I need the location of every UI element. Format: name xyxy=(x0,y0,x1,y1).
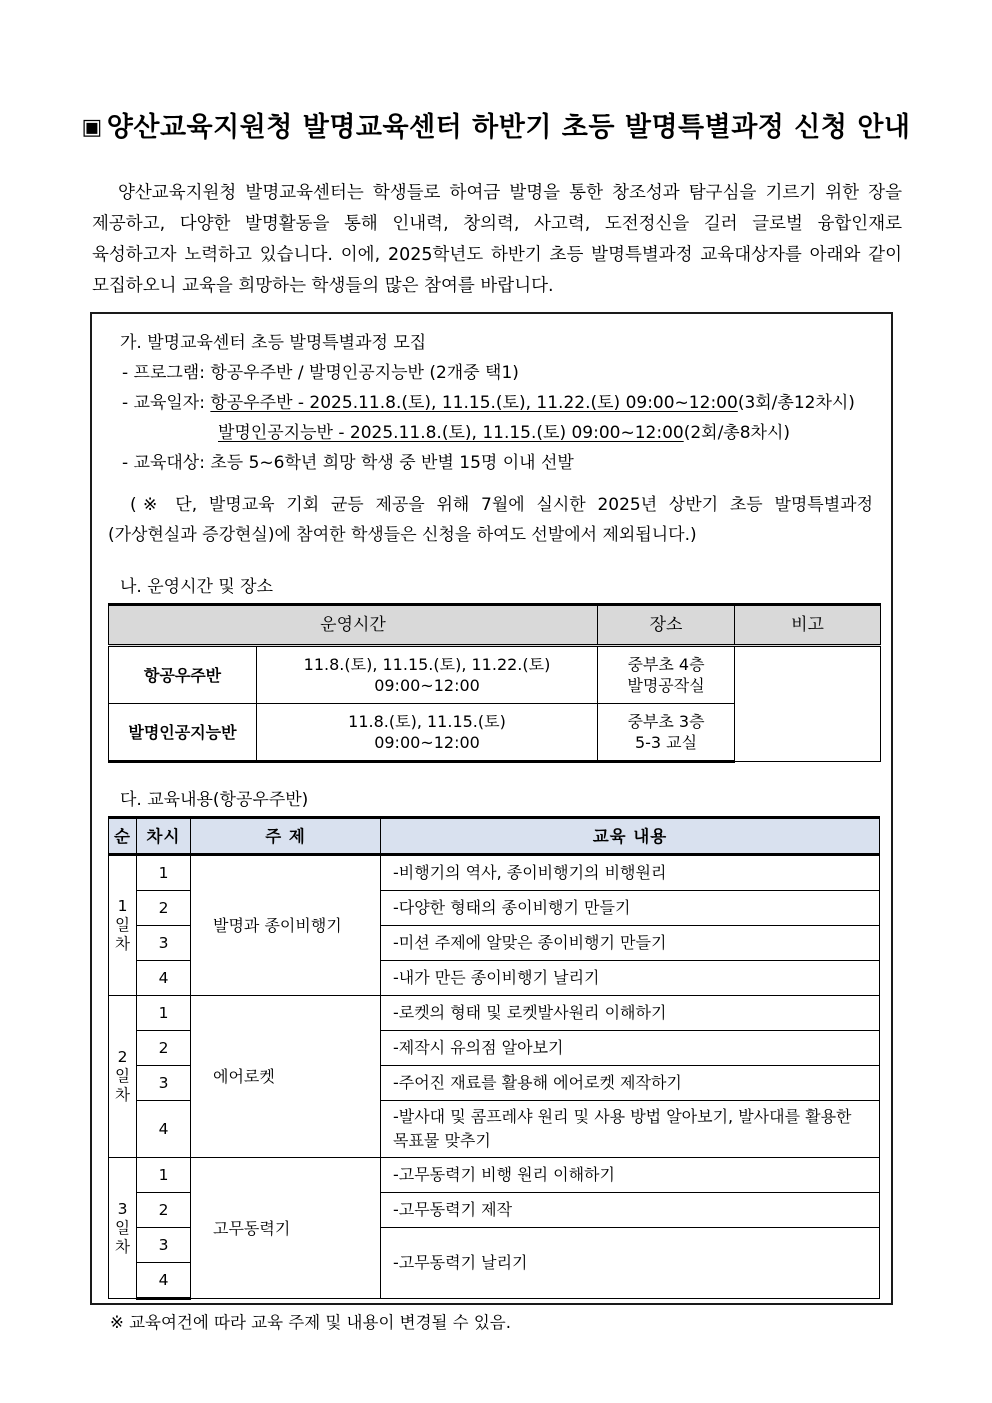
section-a-date-item xyxy=(122,388,880,418)
date-label: - 교육일자: xyxy=(122,393,205,413)
day2-session-1: 1 xyxy=(137,996,191,1031)
day1-session-2: 2 xyxy=(137,891,191,926)
day1-session-1: 1 xyxy=(137,855,191,891)
section-c-heading: 다. 교육내용(항공우주반) xyxy=(120,790,309,810)
day2-desc-3: -주어진 재료를 활용해 에어로켓 제작하기 xyxy=(381,1066,880,1101)
row1-place-line1: 중부초 4층 xyxy=(627,655,705,674)
day1-session-3: 3 xyxy=(137,926,191,961)
row2-schedule-line2: 09:00~12:00 xyxy=(374,733,480,752)
frame-inner xyxy=(108,328,880,1333)
intro-text: 양산교육지원청 발명교육센터는 학생들로 하여금 발명을 통한 창조성과 탐구심을 기르기 위한 장을 제공하고, 다양한 발명활동을 통해 인내력, 창의력, 사고력, 도전정신을 길러 글로벌 융합인재로 육성하고자 노력하고 있습니다. 이에, 2025학년도 하반기 초등 발명특별과정 교육대상자를 아래와 같이 모집하오니 교육을 희망하는 학생들의 많은 참여를 바랍니다. xyxy=(92,183,902,296)
section-a-target-item: - 교육대상: 초등 5~6학년 희망 학생 중 반별 15명 이내 선발 xyxy=(122,453,574,473)
day1-desc-1: -비행기의 역사, 종이비행기의 비행원리 xyxy=(381,855,880,891)
day1-session-4: 4 xyxy=(137,961,191,996)
day3-session-2: 2 xyxy=(137,1193,191,1228)
row2-place-line1: 중부초 3층 xyxy=(627,712,705,731)
day2-desc-2: -제작시 유의점 알아보기 xyxy=(381,1031,880,1066)
curriculum-table-head xyxy=(109,818,880,855)
day3-desc-3: -고무동력기 날리기 xyxy=(381,1228,880,1299)
day2-desc-1: -로켓의 형태 및 로켓발사원리 이해하기 xyxy=(381,996,880,1031)
section-a-heading: 가. 발명교육센터 초등 발명특별과정 모집 xyxy=(120,333,427,353)
day3-session-1: 1 xyxy=(137,1158,191,1193)
table-row xyxy=(109,996,880,1031)
page-title xyxy=(0,105,992,144)
curriculum-table xyxy=(108,816,880,1300)
th-operating-hours: 운영시간 xyxy=(109,605,598,646)
section-a xyxy=(108,328,880,550)
day2-session-2: 2 xyxy=(137,1031,191,1066)
curriculum-table-body xyxy=(109,855,880,1299)
section-b-heading: 나. 운영시간 및 장소 xyxy=(120,577,273,597)
day3-session-4: 4 xyxy=(137,1263,191,1299)
table-row xyxy=(109,855,880,891)
day1-desc-4: -내가 만든 종이비행기 날리기 xyxy=(381,961,880,996)
day2-topic: 에어로켓 xyxy=(191,996,381,1158)
day1-topic: 발명과 종이비행기 xyxy=(191,855,381,996)
section-a-date-item-2 xyxy=(218,418,880,448)
day2-session-4: 4 xyxy=(137,1101,191,1158)
title-text: 양산교육지원청 발명교육센터 하반기 초등 발명특별과정 신청 안내 xyxy=(106,112,911,143)
th-content: 교육 내용 xyxy=(381,818,880,855)
remark-cell xyxy=(735,646,881,762)
day3-desc-2: -고무동력기 제작 xyxy=(381,1193,880,1228)
row2-schedule xyxy=(257,704,598,762)
day2-label: 2 일 차 xyxy=(109,996,137,1158)
operation-time-table xyxy=(108,603,881,763)
th-place: 장소 xyxy=(598,605,735,646)
day3-session-3: 3 xyxy=(137,1228,191,1263)
row2-class-name: 발명인공지능반 xyxy=(109,704,257,762)
th-remark: 비고 xyxy=(735,605,881,646)
date-line2: 발명인공지능반 - 2025.11.8.(토), 11.15.(토) 09:00~12:00 xyxy=(218,423,684,443)
day1-desc-3: -미션 주제에 알맞은 종이비행기 만들기 xyxy=(381,926,880,961)
day2-session-3: 3 xyxy=(137,1066,191,1101)
date-line2-suffix: (2회/총8차시) xyxy=(683,423,791,443)
content-frame xyxy=(90,312,893,1332)
th-session: 차시 xyxy=(137,818,191,855)
row2-place xyxy=(598,704,735,762)
table-row xyxy=(109,1158,880,1193)
table-row xyxy=(109,646,881,704)
date-line1-suffix: (3회/총12차시) xyxy=(737,393,855,413)
intro-paragraph xyxy=(92,178,902,302)
row1-schedule xyxy=(257,646,598,704)
title-bullet-icon: ▣ xyxy=(81,115,103,140)
time-table-head xyxy=(109,605,881,646)
date-line1: 항공우주반 - 2025.11.8.(토), 11.15.(토), 11.22.(토) 09:00~12:00 xyxy=(210,393,738,413)
table-header-row xyxy=(109,818,880,855)
row2-schedule-line1: 11.8.(토), 11.15.(토) xyxy=(348,712,506,731)
row1-place xyxy=(598,646,735,704)
day1-desc-2: -다양한 형태의 종이비행기 만들기 xyxy=(381,891,880,926)
th-topic: 주 제 xyxy=(191,818,381,855)
curriculum-footnote: ※ 교육여건에 따라 교육 주제 및 내용이 변경될 수 있음. xyxy=(110,1313,511,1332)
row1-schedule-line1: 11.8.(토), 11.15.(토), 11.22.(토) xyxy=(303,655,551,674)
day3-topic: 고무동력기 xyxy=(191,1158,381,1299)
time-table-body xyxy=(109,646,881,762)
day3-desc-1: -고무동력기 비행 원리 이해하기 xyxy=(381,1158,880,1193)
day2-desc-4: -발사대 및 콤프레샤 원리 및 사용 방법 알아보기, 발사대를 활용한 목표물 맞추기 xyxy=(381,1101,880,1158)
day1-label: 1 일 차 xyxy=(109,855,137,996)
table-header-row xyxy=(109,605,881,646)
row2-place-line2: 5-3 교실 xyxy=(634,733,698,752)
row1-schedule-line2: 09:00~12:00 xyxy=(374,676,480,695)
row1-place-line2: 발명공작실 xyxy=(627,676,705,695)
day3-label: 3 일 차 xyxy=(109,1158,137,1299)
section-a-caveat: (※ 단, 발명교육 기회 균등 제공을 위해 7월에 실시한 2025년 상반기 초등 발명특별과정(가상현실과 증강현실)에 참여한 학생들은 신청을 하여도 선발에서 제외됩니다.) xyxy=(108,495,873,545)
row1-class-name: 항공우주반 xyxy=(109,646,257,704)
section-a-program-item: - 프로그램: 항공우주반 / 발명인공지능반 (2개중 택1) xyxy=(122,363,519,383)
th-order: 순 xyxy=(109,818,137,855)
